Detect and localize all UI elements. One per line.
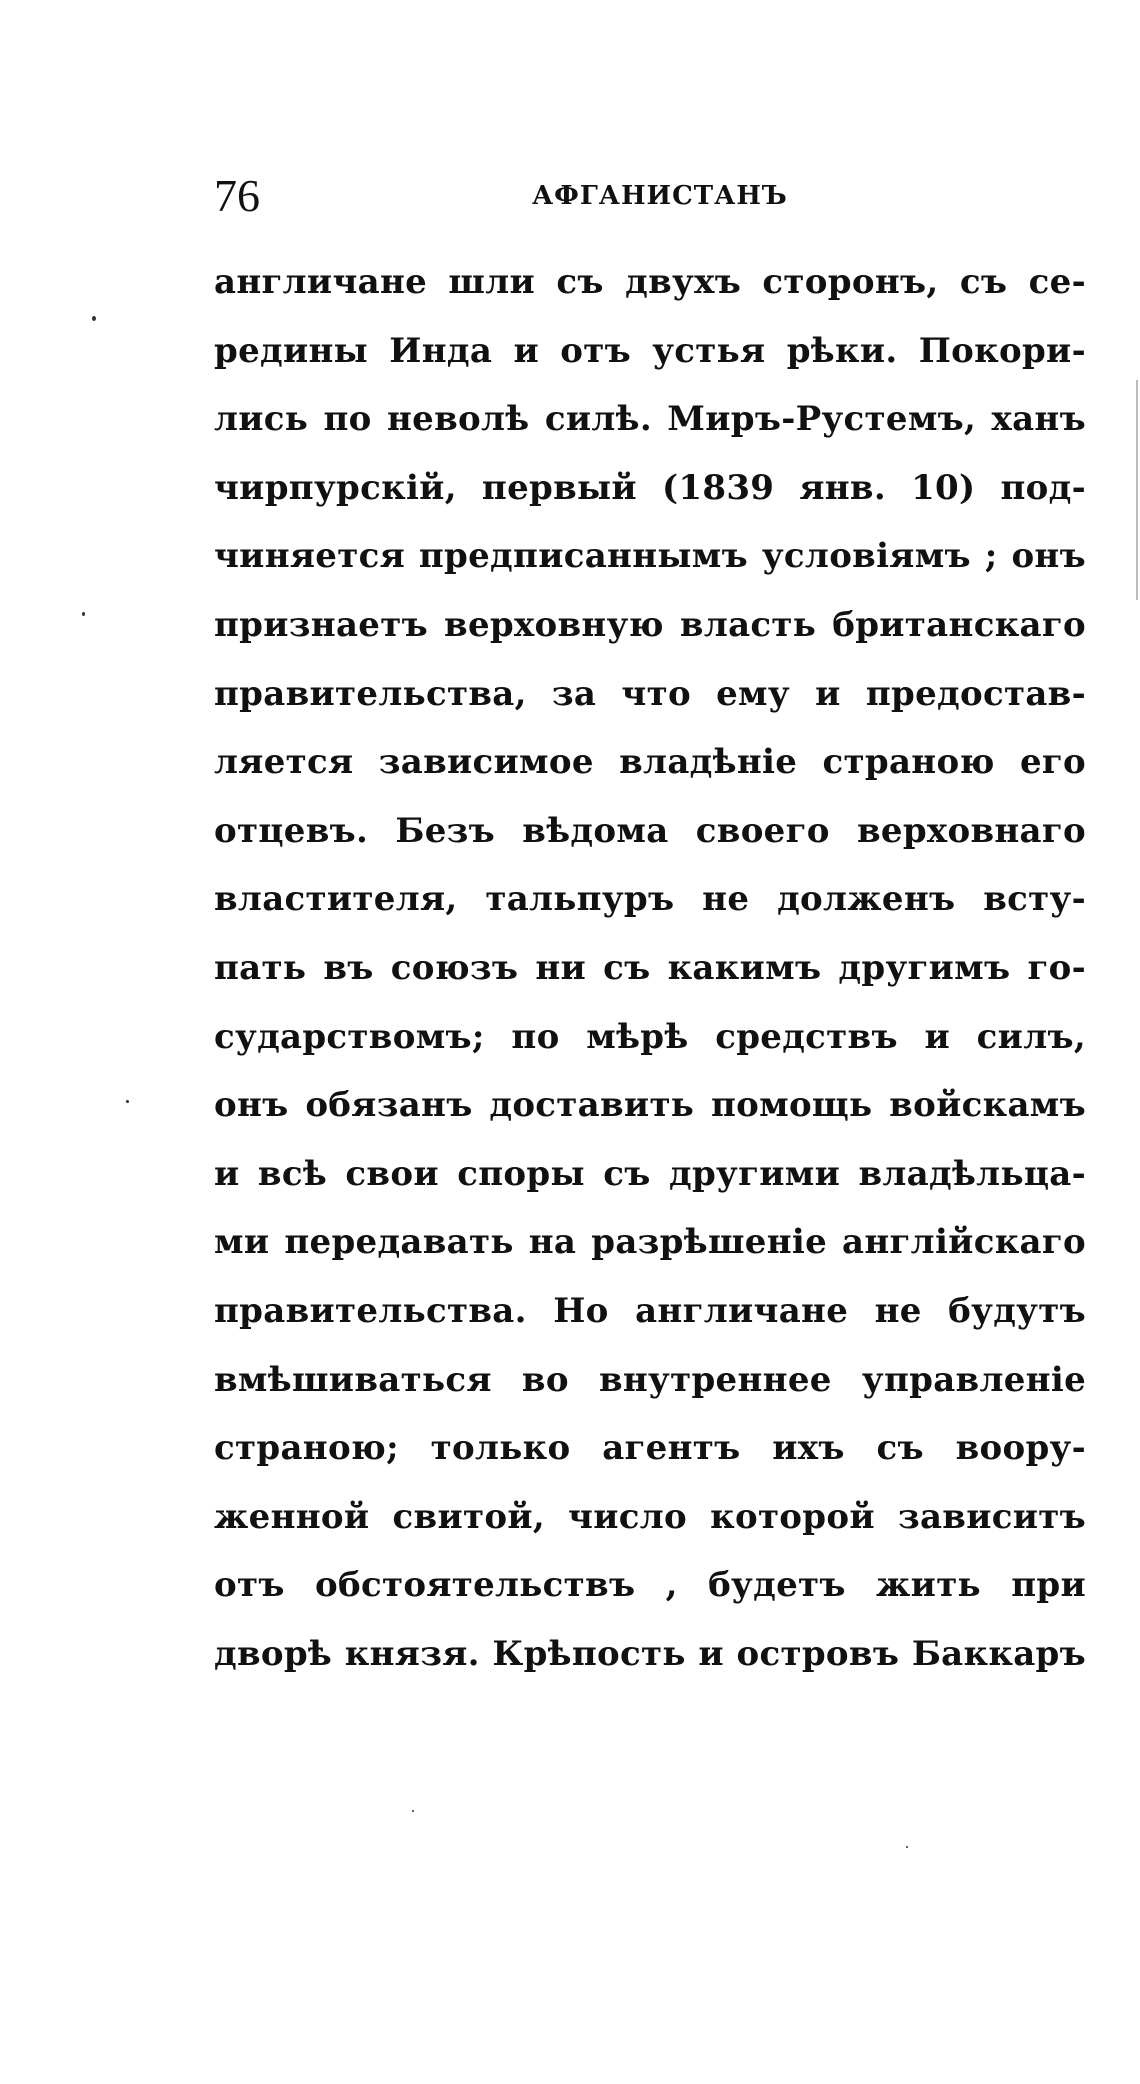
scan-speck — [126, 1100, 129, 1103]
text-line: ляется зависимое владѣніе страною его — [214, 742, 1086, 783]
running-title: АФГАНИСТАНЪ — [532, 181, 788, 211]
text-line: сударствомъ; по мѣрѣ средствъ и силъ, — [214, 1016, 1086, 1057]
text-line: вмѣшиваться во внутреннее управленіе — [214, 1359, 1086, 1400]
text-line: признаетъ верховную власть британскаго — [214, 604, 1086, 645]
text-line: и всѣ свои споры съ другими владѣльца- — [214, 1153, 1086, 1194]
text-line: женной свитой, число которой зависитъ — [214, 1496, 1086, 1537]
text-line: пать въ союзъ ни съ какимъ другимъ го- — [214, 947, 1086, 988]
page-number: 76 — [214, 170, 260, 221]
scan-speck — [412, 1810, 414, 1812]
body-text — [214, 248, 1086, 1688]
text-line: ми передавать на разрѣшеніе англійскаго — [214, 1222, 1086, 1263]
text-line: редины Инда и отъ устья рѣки. Покори- — [214, 330, 1086, 371]
text-line: лись по неволѣ силѣ. Миръ-Рустемъ, ханъ — [214, 399, 1086, 440]
text-line: отъ обстоятельствъ , будетъ жить при — [214, 1565, 1086, 1606]
text-line: чиняется предписаннымъ условіямъ ; онъ — [214, 536, 1086, 577]
text-line: правительства. Но англичане не будутъ — [214, 1290, 1086, 1331]
text-line: отцевъ. Безъ вѣдома своего верховнаго — [214, 810, 1086, 851]
scan-speck — [906, 1846, 908, 1848]
text-line: дворѣ князя. Крѣпость и островъ Баккаръ — [214, 1633, 1086, 1674]
scan-speck — [92, 316, 96, 321]
text-line: чирпурскій, первый (1839 янв. 10) под- — [214, 467, 1086, 508]
text-line: властителя, тальпуръ не долженъ всту- — [214, 879, 1086, 920]
scan-speck — [82, 612, 85, 616]
running-head — [214, 166, 1084, 226]
text-line: правительства, за что ему и предостав- — [214, 673, 1086, 714]
text-line: англичане шли съ двухъ сторонъ, съ се- — [214, 262, 1086, 302]
text-line: онъ обязанъ доставить помощь войскамъ — [214, 1085, 1086, 1126]
scan-edge-line — [1136, 380, 1138, 600]
text-line: страною; только агентъ ихъ съ воору- — [214, 1428, 1086, 1469]
